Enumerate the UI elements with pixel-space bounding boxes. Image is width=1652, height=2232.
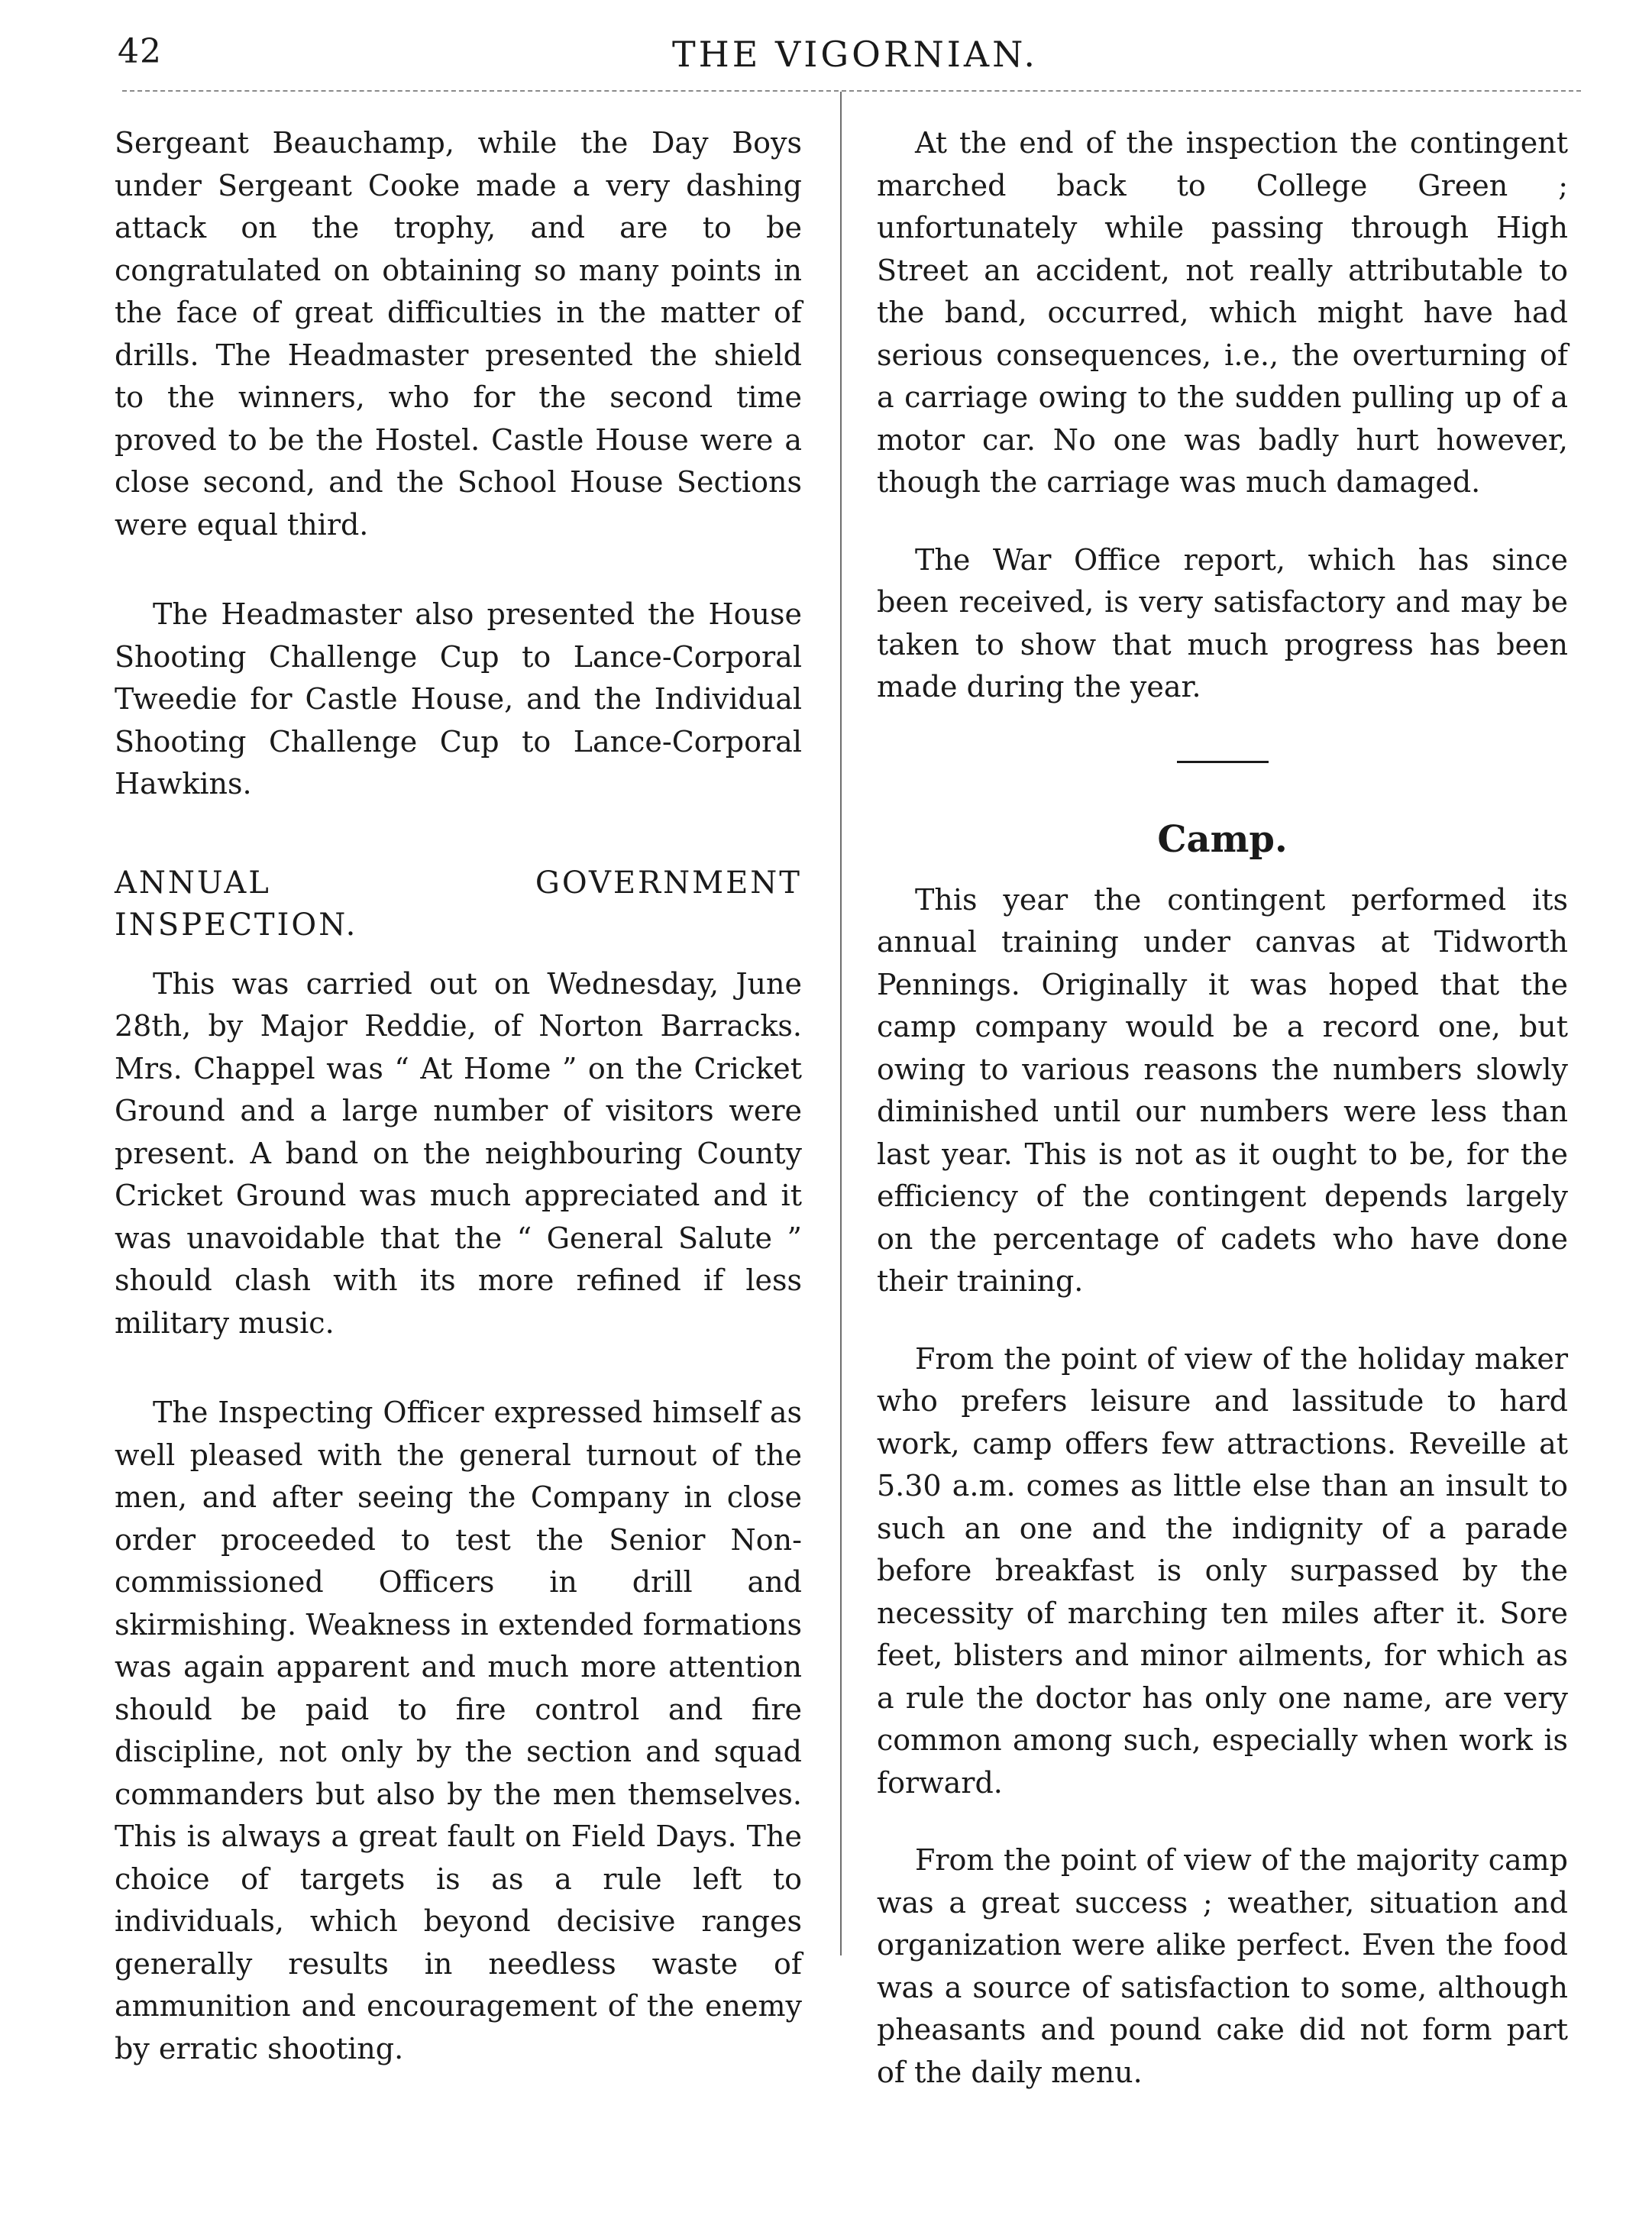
running-title: THE VIGORNIAN. [672, 34, 1039, 75]
paragraph-camp-training: This year the contingent performed its annual training under canvas at Tidworth Pennings. Originally it was hoped that the camp company would be a record one, but owing to various reasons the numbers slowly diminished until our numbers were less than last year. This is not as it ought to be, for the efficiency of the contingent depends largely on the percentage of cadets who have done their training. [877, 882, 1568, 1298]
page-number: 42 [118, 32, 162, 71]
paragraph-war-office-report: The War Office report, which has since been received, is very satisfactory and may be taken to show that much progress has been made during the year. [877, 542, 1568, 704]
paragraph-inspection-date: This was carried out on Wednesday, June 28th, by Major Reddie, of Norton Barracks. Mrs. Chappel was “ At Home ” on the Cricket Ground and a large number of visitors were present. A band on the neighbouring County Cricket Ground was much appreciated and it was unavoidable that the “ General Salute ” should clash with its more refined if less military music. [115, 966, 802, 1340]
section-divider-rule [1177, 761, 1269, 763]
section-heading-inspection: ANNUAL GOVERNMENT INSPECTION. [115, 865, 802, 943]
section-heading-camp: Camp. [1157, 817, 1288, 861]
paragraph-shooting-cups: The Headmaster also presented the House Shooting Challenge Cup to Lance-Corporal Tweedie for Castle House, and the Individual Shooting Challenge Cup to Lance-Corporal Hawkins. [115, 597, 802, 801]
paragraph-drill-competition: Sergeant Beauchamp, while the Day Boys under Sergeant Cooke made a very dashing attack on the trophy, and are to be congratulated on obtaining so many points in the face of great difficulties in the matter of drills. The Headmaster presented the shield to the winners, who for the second time proved to be the Hostel. Castle House were a close second, and the School House Sections were equal third. [115, 126, 802, 542]
column-divider [840, 92, 842, 1955]
right-column [877, 122, 1568, 2094]
paragraph-camp-success: From the point of view of the majority camp was a great success ; weather, situation and organization were alike perfect. Even the food was a source of satisfaction to some, although pheasants and pound cake did not form part of the daily menu. [877, 1843, 1568, 2089]
paragraph-inspecting-officer: The Inspecting Officer expressed himself as well pleased with the general turnout of the men, and after seeing the Company in close order proceeded to test the Senior Non-commissioned Officers in drill and skirmishing. Weakness in extended formations was again apparent and much more attention should be paid to fire control and fire discipline, not only by the section and squad commanders but also by the men themselves. This is always a great fault on Field Days. The choice of targets is as a rule left to individuals, which beyond decisive ranges generally results in needless waste of ammunition and encouragement of the enemy by erratic shooting. [115, 1396, 802, 2065]
paragraph-holiday-maker: From the point of view of the holiday maker who prefers leisure and lassitude to hard work, camp offers few attractions. Reveille at 5.30 a.m. comes as little else than an insult to such an one and the indignity of a parade before breakfast is only surpassed by the necessity of marching ten miles after it. Sore feet, blisters and minor ailments, for which as a rule the doctor has only one name, are very common among such, especially when work is forward. [877, 1341, 1568, 1800]
left-column [115, 122, 802, 2070]
paragraph-accident: At the end of the inspection the contingent marched back to College Green ; unfortunately while passing through High Street an accident, not really attributable to the band, occurred, which might have had serious consequences, i.e., the overturning of a carriage owing to the sudden pulling up of a motor car. No one was badly hurt however, though the carriage was much damaged. [877, 126, 1568, 499]
header-rule [122, 90, 1581, 92]
